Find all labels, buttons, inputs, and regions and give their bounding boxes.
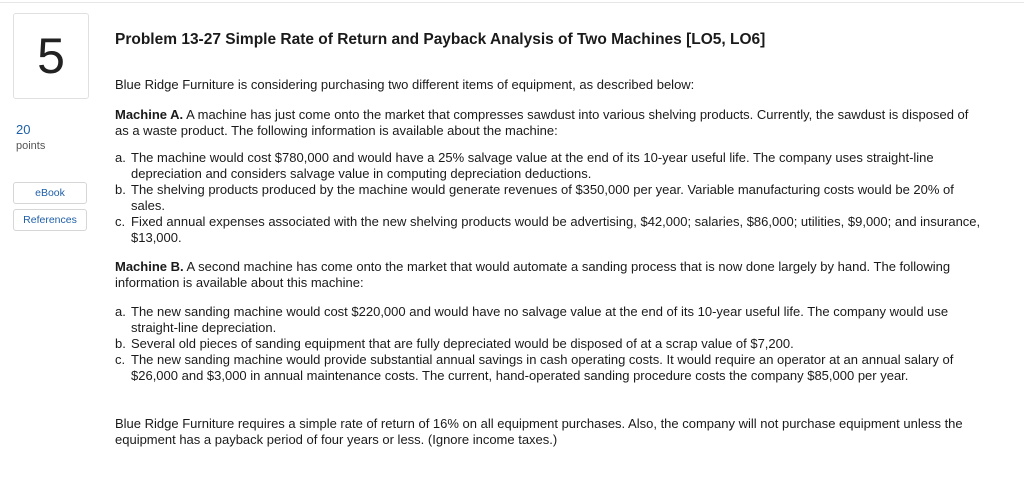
machine-a-description: A machine has just come onto the market that compresses sawdust into various shelving products. Currently, the sawdust is disposed of as a waste product. The following information is available about the machine: (115, 107, 969, 138)
machine-b-label: Machine B. (115, 259, 184, 274)
list-letter: c. (115, 214, 126, 229)
list-text: Several old pieces of sanding equipment that are fully depreciated would be disposed of at a scrap value of $7,200. (131, 336, 794, 351)
problem-intro: Blue Ridge Furniture is considering purchasing two different items of equipment, as described below: (115, 77, 695, 92)
references-button[interactable]: References (13, 209, 87, 231)
machine-a-label: Machine A. (115, 107, 184, 122)
list-text: Fixed annual expenses associated with the new shelving products would be advertising, $42,000; salaries, $86,000; utilities, $9,000; and insurance, $13,000. (131, 214, 981, 245)
top-divider (0, 2, 1024, 3)
list-letter: a. (115, 304, 126, 319)
problem-title: Problem 13-27 Simple Rate of Return and Payback Analysis of Two Machines [LO5, LO6] (115, 31, 766, 48)
ebook-button[interactable]: eBook (13, 182, 87, 204)
requirements-paragraph: Blue Ridge Furniture requires a simple rate of return of 16% on all equipment purchases. Also, the company will not purchase equipment unless the equipment has a payback period of four years or less. (Ignore income taxes.) (115, 416, 963, 447)
list-text: The new sanding machine would cost $220,000 and would have no salvage value at the end of its 10-year useful life. The company would use straight-line depreciation. (131, 304, 949, 335)
machine-a-list (115, 150, 985, 246)
machine-b-paragraph (115, 259, 985, 291)
points-value: 20 (16, 122, 31, 137)
list-letter: a. (115, 150, 126, 165)
machine-b-description: A second machine has come onto the market that would automate a sanding process that is now done largely by hand. The following information is available about this machine: (115, 259, 951, 290)
list-text: The new sanding machine would provide substantial annual savings in cash operating costs. It would require an operator at an annual salary of $26,000 and $3,000 in annual maintenance costs. The current, hand-operated sanding procedure costs the company $85,000 per year. (131, 352, 954, 383)
list-item (115, 150, 985, 182)
points-label: points (16, 140, 46, 152)
list-text: The machine would cost $780,000 and would have a 25% salvage value at the end of its 10-year useful life. The company uses straight-line depreciation and considers salvage value in computing depreciation deductions. (131, 150, 934, 181)
question-number: 5 (13, 13, 89, 99)
list-item (115, 214, 985, 246)
list-text: The shelving products produced by the machine would generate revenues of $350,000 per year. Variable manufacturing costs would be 20% of sales. (131, 182, 954, 213)
list-item (115, 304, 985, 336)
list-item (115, 336, 985, 352)
machine-a-paragraph (115, 107, 985, 139)
list-item (115, 182, 985, 214)
machine-b-list (115, 304, 985, 384)
list-letter: b. (115, 182, 126, 197)
problem-content (115, 30, 985, 448)
list-letter: c. (115, 352, 126, 367)
list-letter: b. (115, 336, 126, 351)
list-item (115, 352, 985, 384)
